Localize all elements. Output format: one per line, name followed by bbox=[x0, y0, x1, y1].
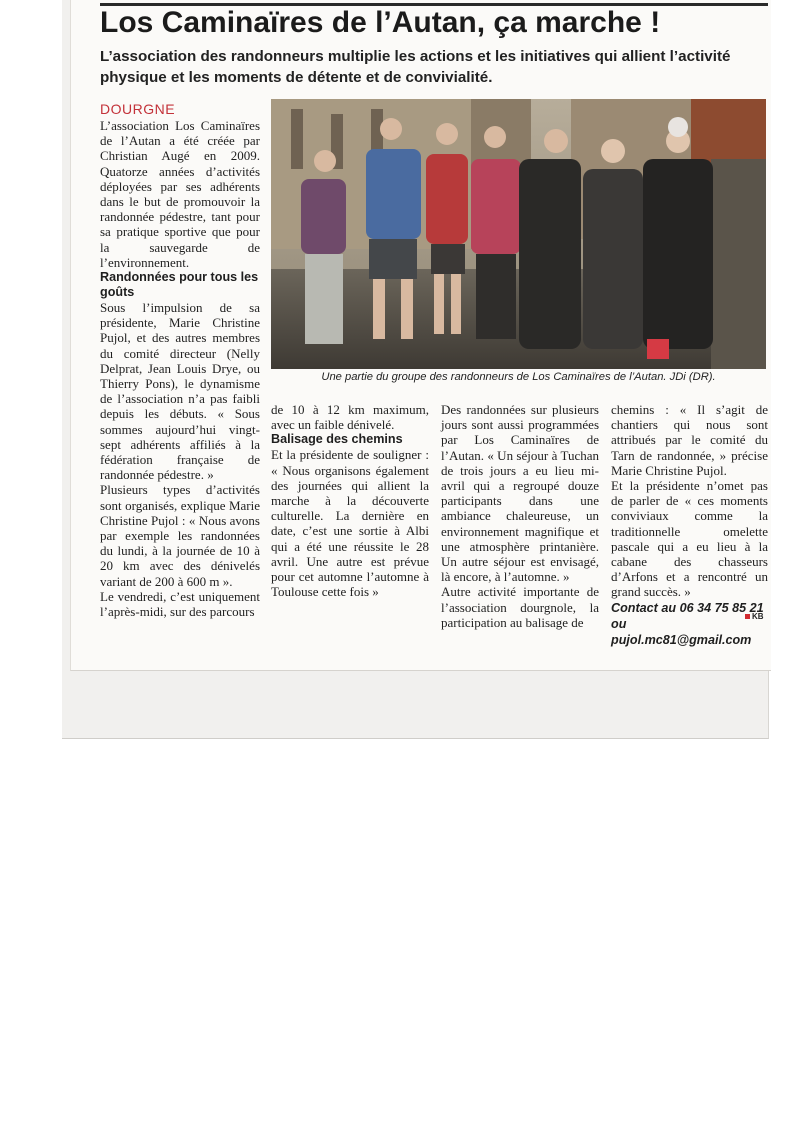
col3-paragraph-2: Autre activité importante de l’association dourgnole, la participation au balisage de bbox=[441, 584, 599, 630]
contact-email: ou pujol.mc81@gmail.com bbox=[611, 616, 752, 647]
author-initials: KB bbox=[752, 612, 764, 621]
photo-caption: Une partie du groupe des randonneurs de Los Caminaïres de l’Autan. JDi (DR). bbox=[321, 371, 716, 383]
col1-paragraph-3: Plusieurs types d’activités sont organisés, explique Marie Christine Pujol : « Nous avons par exemple les randonnées du lundi, à la journée de 10 à 20 km avec des dénivelés variant de 200 à 600 m ». bbox=[100, 482, 260, 589]
dateline: DOURGNE bbox=[100, 101, 176, 117]
article-standfirst: L’association des randonneurs multiplie les actions et les initiatives qui allient l’activité physique et les moments de détente et de convivialité. bbox=[100, 48, 731, 86]
col1-paragraph-2: Sous l’impulsion de sa présidente, Marie Christine Pujol, et des autres membres du comité directeur (Nelly Delprat, Jean Louis Drye, ou Thierry Pons), le dynamisme de l’association n’a pas faibli depuis les débuts. « Sous sommes aujourd’hui vingt-sept adhérents affiliés à la fédération française de randonnée pédestre. » bbox=[100, 300, 260, 483]
article-photo bbox=[271, 99, 766, 369]
column-2 bbox=[271, 402, 429, 599]
hikers-group-photo bbox=[271, 99, 766, 369]
col2-paragraph-1: de 10 à 12 km maximum, avec un faible dénivelé. bbox=[271, 402, 429, 433]
col1-subhead: Randonnées pour tous les goûts bbox=[100, 270, 259, 300]
col1-paragraph-1: L’association Los Caminaïres de l’Autan a été créée par Christian Augé en 2009. Quatorze années d’activités déployées par ses adhérents dans le but de promouvoir la randonnée pédestre, tant pour sa pratique sportive que pour la sauvegarde de l’environnement. bbox=[100, 118, 260, 270]
col2-subhead: Balisage des chemins bbox=[271, 432, 403, 447]
red-square-icon bbox=[745, 614, 750, 619]
contact-phone: Contact au 06 34 75 85 21 bbox=[611, 600, 764, 615]
col2-paragraph-2: Et la présidente de souligner : « Nous organisons également des journées qui allient la marche à la découverte culturelle. La dernière en date, c’est une sortie à Albi qui a été une réussite le 28 avril. Une autre est prévue pour cet automne l’automne à Toulouse cette fois » bbox=[271, 447, 429, 600]
column-4 bbox=[611, 402, 768, 648]
col4-paragraph-2: Et la présidente n’omet pas de parler de « ces moments conviviaux comme la traditionnelle omelette pascale qui a eu lieu à la cabane des chasseurs d’Arfons et a rencontré un grand succès. » bbox=[611, 478, 768, 600]
column-1 bbox=[100, 101, 260, 619]
col1-paragraph-4: Le vendredi, c’est uniquement l’après-midi, sur des parcours bbox=[100, 588, 260, 620]
author-signature bbox=[745, 612, 764, 621]
col3-paragraph-1: Des randonnées sur plusieurs jours sont aussi programmées par Los Caminaïres de l’Autan. « Un séjour à Tuchan de trois jours a eu lieu mi-avril qui a regroupé douze participants dans une ambiance chaleureuse, un environnement magnifique et une atmosphère printanière. Un autre séjour est envisagé, là encore, à l’automne. » bbox=[441, 402, 599, 585]
col4-paragraph-1: chemins : « Il s’agit de chantiers qui nous sont attribués par le comité du Tarn de randonnée, » précise Marie Christine Pujol. bbox=[611, 402, 768, 478]
column-3 bbox=[441, 402, 599, 630]
article-headline: Los Caminaïres de l’Autan, ça marche ! bbox=[100, 6, 661, 39]
